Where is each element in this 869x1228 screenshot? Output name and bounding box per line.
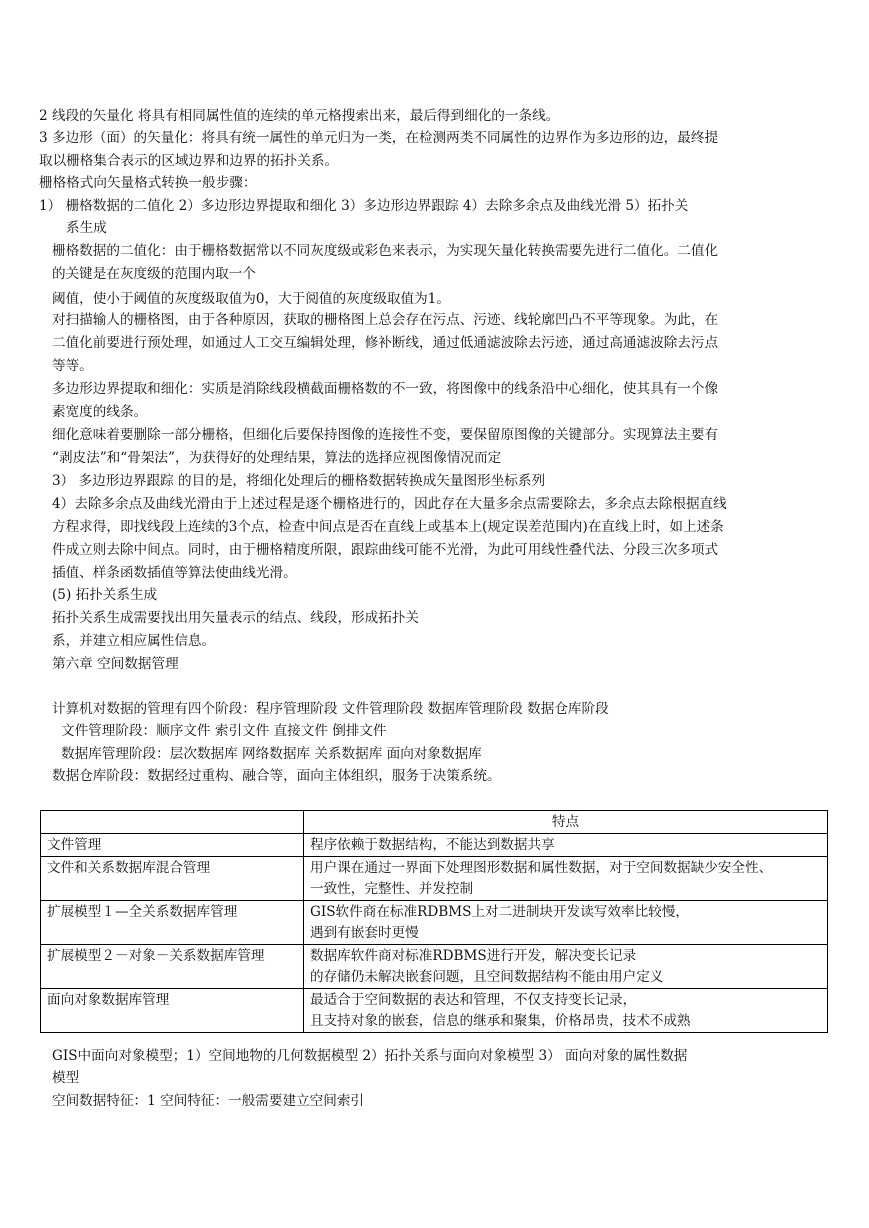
- paragraph-steps-list: 1） 栅格数据的二值化 2）多边形边界提取和细化 3）多边形边界跟踪 4）去除多余点及曲线光滑 5）拓扑关: [39, 198, 689, 214]
- cell-text-line: GIS软件商在标准RDBMS上对二进制块开发读写效率比较慢，: [310, 904, 689, 920]
- table-cell-desc: [304, 901, 828, 945]
- paragraph-thinning: 多边形边界提取和细化：实质是消除线段横截面栅格数的不一致，将图像中的线条沿中心细化，使其具有一个像: [52, 381, 719, 397]
- paragraph-file-management: 文件管理阶段：顺序文件 索引文件 直接文件 倒排文件: [61, 723, 387, 739]
- paragraph-polygon-vectorization-cont: 取以栅格集合表示的区域边界和边界的拓扑关系。: [39, 153, 339, 169]
- table-header-cell: [41, 811, 304, 834]
- table-header-cell: 特点: [304, 811, 828, 834]
- chapter-heading: 第六章 空间数据管理: [52, 656, 179, 672]
- table-header-row: [41, 811, 828, 834]
- paragraph-binarization-cont: 的关键是在灰度级的范围内取一个: [52, 266, 256, 282]
- paragraph-oo-model: GIS中面向对象模型；1）空间地物的几何数据模型 2）拓扑关系与面向对象模型 3） 面向对象的属性数据: [52, 1048, 688, 1064]
- paragraph-oo-model-cont: 模型: [52, 1070, 80, 1086]
- paragraph-steps-list-cont: 系生成: [66, 220, 107, 236]
- cell-text-line: 用户课在通过一界面下处理图形数据和属性数据，对于空间数据缺少安全性、: [310, 860, 773, 876]
- paragraph-spatial-data-features: 空间数据特征：1 空间特征：一般需要建立空间索引: [52, 1093, 365, 1109]
- paragraph-smoothing-cont-3: 插值、样条函数插值等算法使曲线光滑。: [52, 565, 297, 581]
- paragraph-preprocessing: 对扫描输人的栅格图，由于各种原因，获取的栅格图上总会存在污点、污迹、线轮廓凹凸不平等现象。为此，在: [52, 312, 719, 328]
- cell-text-line: 遇到有嵌套时更慢: [310, 925, 419, 941]
- paragraph-thinning-method: 细化意味着要删除一部分栅格，但细化后要保持图像的连接性不变，要保留原图像的关键部分。实现算法主要有: [52, 427, 719, 443]
- paragraph-thinning-cont: 素宽度的线条。: [52, 404, 148, 420]
- paragraph-smoothing: 4）去除多余点及曲线光滑由于上述过程是逐个栅格进行的，因此存在大量多余点需要除去，多余点去除根据直线: [52, 496, 727, 512]
- management-comparison-table: [40, 810, 828, 1033]
- table-cell-name: 文件和关系数据库混合管理: [41, 857, 304, 901]
- table-cell-desc: [304, 945, 828, 989]
- paragraph-database-management: 数据库管理阶段：层次数据库 网络数据库 关系数据库 面向对象数据库: [61, 746, 482, 762]
- table-cell-name: 文件管理: [41, 834, 304, 857]
- paragraph-preprocessing-cont-1: 二值化前要进行预处理，如通过人工交互编辑处理，修补断线，通过低通滤波除去污迹，通过高通滤波除去污点: [52, 335, 719, 351]
- cell-text-line: 数据库软件商对标准RDBMS进行开发，解决变长记录: [310, 948, 637, 964]
- table-row: [41, 834, 828, 857]
- paragraph-conversion-steps-heading: 栅格格式向矢量格式转换一般步骤：: [39, 175, 257, 191]
- cell-text-line: 且支持对象的嵌套，信息的继承和聚集，价格昂贵，技术不成熟: [310, 1013, 691, 1029]
- table-row: [41, 989, 828, 1033]
- paragraph-thinning-method-cont: “剥皮法”和“骨架法”，为获得好的处理结果，算法的选择应视图像情况而定: [52, 450, 502, 466]
- paragraph-line-vectorization: 2 线段的矢量化 将具有相同属性值的连续的单元格搜索出来，最后得到细化的一条线。: [39, 108, 560, 124]
- paragraph-polygon-vectorization: 3 多边形（面）的矢量化：将具有统一属性的单元归为一类，在检测两类不同属性的边界作为多边形的边，最终提: [39, 130, 719, 146]
- paragraph-preprocessing-cont-2: 等等。: [52, 358, 93, 374]
- cell-text-line: 一致性，完整性、并发控制: [310, 881, 474, 897]
- paragraph-smoothing-cont-2: 件成立则去除中间点。同时，由于栅格精度所限，跟踪曲线可能不光滑，为此可用线性叠代法、分段三次多项式: [52, 542, 719, 558]
- table-cell-desc: [304, 834, 828, 857]
- table-cell-name: 面向对象数据库管理: [41, 989, 304, 1033]
- paragraph-threshold: 阈值，使小于阈值的灰度级取值为0，大于阅值的灰度级取值为1。: [52, 291, 450, 307]
- paragraph-binarization: 栅格数据的二值化：由于栅格数据常以不同灰度级或彩色来表示，为实现矢量化转换需要先进行二值化。二值化: [52, 243, 719, 259]
- paragraph-smoothing-cont-1: 方程求得，即找线段上连续的3个点，检查中间点是否在直线上或基本上(规定误差范围内)在直线上时，如上述条: [52, 519, 724, 535]
- paragraph-data-warehouse: 数据仓库阶段：数据经过重构、融合等，面向主体组织，服务于决策系统。: [52, 768, 501, 784]
- cell-text-line: 程序依赖于数据结构，不能达到数据共享: [310, 837, 555, 853]
- table-cell-name: 扩展模型１—全关系数据库管理: [41, 901, 304, 945]
- paragraph-management-stages: 计算机对数据的管理有四个阶段：程序管理阶段 文件管理阶段 数据库管理阶段 数据仓库阶段: [52, 701, 609, 717]
- table-cell-desc: [304, 989, 828, 1033]
- paragraph-topology-cont: 系，并建立相应属性信息。: [52, 633, 216, 649]
- table-cell-desc: [304, 857, 828, 901]
- cell-text-line: 的存储仍未解决嵌套问题，且空间数据结构不能由用户定义: [310, 969, 664, 985]
- paragraph-boundary-tracing: 3） 多边形边界跟踪 的目的是，将细化处理后的栅格数据转换成矢量图形坐标系列: [52, 473, 546, 489]
- table-row: [41, 945, 828, 989]
- table-cell-name: 扩展模型２－对象－关系数据库管理: [41, 945, 304, 989]
- paragraph-topology: 拓扑关系生成需要找出用矢量表示的结点、线段，形成拓扑关: [52, 610, 420, 626]
- table-row: [41, 857, 828, 901]
- paragraph-topology-heading: (5) 拓扑关系生成: [52, 587, 158, 603]
- cell-text-line: 最适合于空间数据的表达和管理，不仅支持变长记录，: [310, 992, 637, 1008]
- table-row: [41, 901, 828, 945]
